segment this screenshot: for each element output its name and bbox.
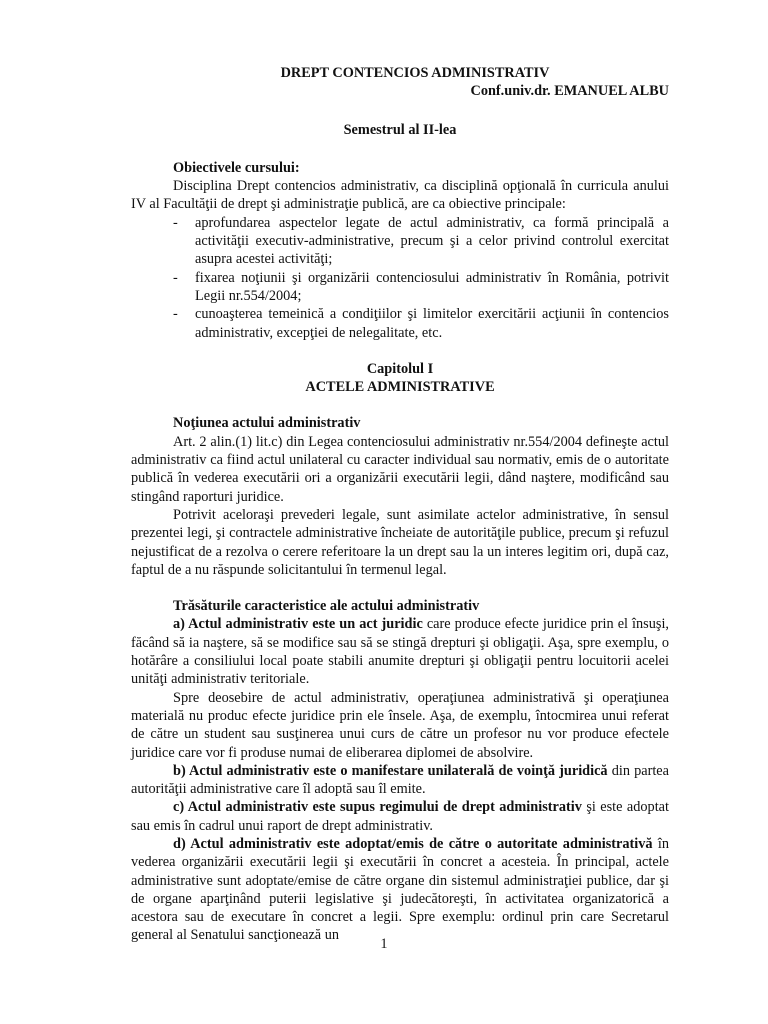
feature-d-title: d) Actul administrativ este adoptat/emis de către o autoritate administrativă bbox=[173, 835, 653, 852]
objective-item: - aprofundarea aspectelor legate de actul administrativ, ca formă principală a activităţii executiv-administrative, precum şi a celor privind controlul exercitat asupra acestei activităţi; bbox=[173, 214, 669, 269]
feature-b-text: din partea autorităţii administrative care îl adoptă sau îl emite. bbox=[131, 762, 669, 798]
feature-a-paragraph bbox=[131, 615, 669, 688]
feature-c-paragraph bbox=[131, 798, 669, 835]
semester-label: Semestrul al II-lea bbox=[343, 121, 457, 138]
chapter-title: ACTELE ADMINISTRATIVE bbox=[305, 379, 495, 396]
notion-paragraph-2: Potrivit aceloraşi prevederi legale, sunt asimilate actelor administrative, în sensul prezentei legi, şi contractele administrative încheiate de autorităţile publice, precum şi refuzul nejustificat de a rezolva o cerere referitoare la un drept sau la un interes legitim ori, după caz, faptul de a nu răspunde solicitantului în termenul legal. bbox=[131, 506, 669, 578]
notion-paragraph-1: Art. 2 alin.(1) lit.c) din Legea contenciosului administrativ nr.554/2004 defineşte actul administrativ ca fiind actul unilateral cu caracter individual sau normativ, emis de o autoritate publică în vederea executării ori a organizării executării legii, dând naştere, modificând sau stingând raporturi juridice. bbox=[131, 433, 669, 505]
feature-c-title: c) Actul administrativ este supus regimului de drept administrativ bbox=[173, 799, 582, 816]
feature-a-paragraph-2: Spre deosebire de actul administrativ, operaţiunea administrativă şi operaţiunea materială nu produc efecte juridice prin ele însele. Aşa, de exemplu, întocmirea unui referat de către un student sau susţinerea unui curs de către un profesor nu vor produce efectele juridice care vor fi produse numai de eliberarea diplomei de absolvire. bbox=[131, 689, 669, 761]
objective-item: - fixarea noţiunii şi organizării contenciosului administrativ în România, potrivit Legii nr.554/2004; bbox=[173, 269, 669, 306]
features-heading: Trăsăturile caracteristice ale actului administrativ bbox=[173, 598, 480, 615]
feature-d-text: în vederea organizării executării legii şi executării în concret a acesteia. În principal, actele administrative sunt adoptate/emise de către organe din sistemul administraţiei publice, dar şi de organe aparţinând puterii legislative şi judecătoreşti, în activitatea organizatorică a acestora sau de executare în concret a legii. Spre exemplu: ordinul prin care Secretarul general al Senatului sancţionează un bbox=[131, 835, 669, 944]
page-number: 1 bbox=[380, 936, 388, 952]
notion-heading: Noţiunea actului administrativ bbox=[173, 415, 361, 432]
course-author: Conf.univ.dr. EMANUEL ALBU bbox=[470, 83, 669, 100]
feature-c-text: şi este adoptat sau emis în cadrul unui raport de drept administrativ. bbox=[131, 799, 669, 834]
chapter-number: Capitolul I bbox=[366, 360, 434, 377]
feature-b-title: b) Actul administrativ este o manifestare unilaterală de voinţă juridică bbox=[173, 762, 608, 779]
feature-a-text: care produce efecte juridice prin el însuşi, făcând să ia naştere, să se modifice sau să se stingă drepturi şi obligaţii. Aşa, spre exemplu, o hotărâre a consiliului local poate stabili anumite drepturi şi obligaţii pentru locuitorii acelei unităţi administrativ teritoriale. bbox=[131, 616, 669, 688]
objective-item: - cunoaşterea temeinică a condiţiilor şi limitelor exercitării acţiunii în contencios administrativ, excepţiei de nelegalitate, etc. bbox=[173, 305, 669, 342]
objectives-heading: Obiectivele cursului: bbox=[173, 159, 300, 176]
objectives-intro: Disciplina Drept contencios administrativ, ca disciplină opţională în curricula anului IV al Facultăţii de drept şi administraţie publică, are ca obiective principale: bbox=[131, 178, 669, 213]
feature-b-paragraph bbox=[131, 762, 669, 799]
course-title: DREPT CONTENCIOS ADMINISTRATIV bbox=[280, 65, 550, 81]
feature-d-paragraph bbox=[131, 835, 669, 945]
feature-a-title: a) Actul administrativ este un act juridic bbox=[173, 616, 423, 633]
document-body bbox=[131, 64, 669, 945]
objectives-list bbox=[131, 214, 669, 342]
